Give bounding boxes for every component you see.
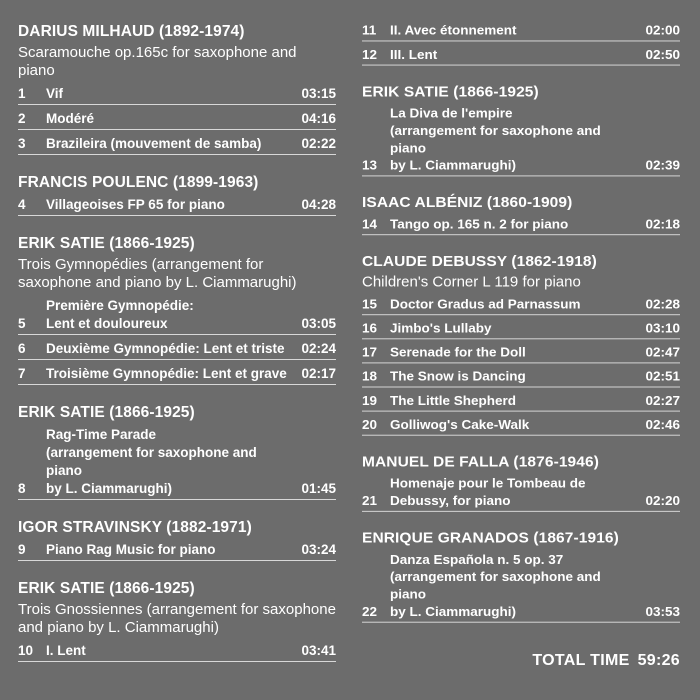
track-number: 5 <box>18 316 26 331</box>
track-duration: 04:28 <box>301 197 336 212</box>
track-row <box>18 109 336 130</box>
track-number: 12 <box>362 47 378 62</box>
track-number: 22 <box>362 604 378 619</box>
track-title: Jimbo's Lullaby <box>390 320 492 336</box>
track-duration: 03:53 <box>645 604 680 619</box>
track-number: 2 <box>18 111 26 126</box>
track-number: 16 <box>362 320 378 336</box>
track-row <box>18 195 336 216</box>
track-number: 18 <box>362 369 378 384</box>
composer-section <box>18 403 336 500</box>
total-time-value: 59:26 <box>637 652 680 669</box>
work-title: Trois Gnossiennes (arrangement for saxophone and piano by L. Ciammarughi) <box>18 601 336 636</box>
track-number: 14 <box>362 216 378 232</box>
track-title: Première Gymnopédie: Lent et douloureux <box>46 298 194 331</box>
composer-name: CLAUDE DEBUSSY (1862-1918) <box>362 253 597 270</box>
track-number: 3 <box>18 136 26 151</box>
track-title: La Diva de l'empire (arrangement for saxophone and piano by L. Ciammarughi) <box>390 106 601 173</box>
track-row <box>362 21 680 41</box>
track-row <box>362 215 680 235</box>
track-title: Serenade for the Doll <box>390 345 526 360</box>
track-duration: 02:17 <box>301 366 336 381</box>
composer-section <box>362 21 680 65</box>
track-duration: 02:22 <box>301 136 336 151</box>
track-duration: 02:50 <box>645 47 680 62</box>
track-row <box>362 415 680 435</box>
track-number: 7 <box>18 366 26 381</box>
composer-section <box>18 22 336 155</box>
track-row <box>18 339 336 360</box>
track-title: III. Lent <box>390 47 438 62</box>
track-title: I. Lent <box>46 643 86 658</box>
track-duration: 02:51 <box>645 369 680 384</box>
track-title: Troisième Gymnopédie: Lent et grave <box>46 366 287 381</box>
track-row <box>362 104 680 176</box>
track-number: 13 <box>362 158 378 173</box>
composer-name: ERIK SATIE (1866-1925) <box>18 235 195 252</box>
track-duration: 03:41 <box>301 643 336 658</box>
track-duration: 03:10 <box>645 320 680 336</box>
track-number: 17 <box>362 345 378 360</box>
track-number: 8 <box>18 481 26 496</box>
track-number: 9 <box>18 542 26 557</box>
work-title: Children's Corner L 119 for piano <box>362 273 581 291</box>
composer-name: ISAAC ALBÉNIZ (1860-1909) <box>362 194 573 212</box>
track-number: 21 <box>362 493 378 508</box>
track-number: 4 <box>18 197 26 212</box>
composer-section <box>18 518 336 561</box>
total-time-label: TOTAL TIME <box>532 652 630 669</box>
track-row <box>362 367 680 387</box>
track-title: Rag-Time Parade (arrangement for saxophone and piano by L. Ciammarughi) <box>46 427 257 496</box>
total-time <box>532 652 680 670</box>
track-title: Danza Española n. 5 op. 37 (arrangement for saxophone and piano by L. Ciammarughi) <box>390 552 601 619</box>
composer-section <box>362 194 680 235</box>
composer-name: IGOR STRAVINSKY (1882-1971) <box>18 519 252 536</box>
track-duration: 02:20 <box>645 493 680 508</box>
track-row <box>18 364 336 385</box>
composer-name: DARIUS MILHAUD (1892-1974) <box>18 23 245 40</box>
track-row <box>18 134 336 155</box>
track-duration: 03:24 <box>301 542 336 557</box>
composer-section <box>362 529 680 622</box>
track-number: 10 <box>18 643 34 658</box>
track-title: Homenaje pour le Tombeau de Debussy, for piano <box>390 476 586 508</box>
composer-name: ERIK SATIE (1866-1925) <box>18 580 195 597</box>
composer-section <box>362 453 680 512</box>
track-title: Villageoises FP 65 for piano <box>46 197 225 212</box>
track-row <box>362 550 680 622</box>
track-duration: 02:18 <box>645 216 680 232</box>
track-number: 15 <box>362 296 378 312</box>
track-row <box>362 319 680 339</box>
track-row <box>362 45 680 65</box>
right-column <box>362 0 680 640</box>
track-row <box>362 343 680 363</box>
track-row <box>18 641 336 662</box>
work-title: Trois Gymnopédies (arrangement for saxophone and piano by L. Ciammarughi) <box>18 256 297 291</box>
composer-name: FRANCIS POULENC (1899-1963) <box>18 174 259 191</box>
track-duration: 02:28 <box>645 296 680 312</box>
track-number: 11 <box>362 23 377 38</box>
track-row <box>362 474 680 512</box>
track-title: Tango op. 165 n. 2 for piano <box>390 216 569 232</box>
track-row <box>18 296 336 335</box>
track-title: II. Avec étonnement <box>390 23 517 38</box>
track-title: Deuxième Gymnopédie: Lent et triste <box>46 341 285 356</box>
track-duration: 03:05 <box>301 316 336 331</box>
composer-section <box>18 579 336 662</box>
composer-section <box>362 83 680 176</box>
track-duration: 01:45 <box>301 481 336 496</box>
left-column <box>18 0 336 680</box>
track-duration: 03:15 <box>301 86 336 101</box>
track-title: The Little Shepherd <box>390 393 517 408</box>
track-duration: 02:46 <box>645 417 680 432</box>
track-title: The Snow is Dancing <box>390 369 526 384</box>
track-row <box>362 391 680 411</box>
track-number: 20 <box>362 417 378 432</box>
track-title: Modéré <box>46 111 95 126</box>
track-title: Vif <box>46 86 64 101</box>
track-duration: 02:47 <box>645 345 680 360</box>
track-duration: 04:16 <box>301 111 336 126</box>
track-title: Golliwog's Cake-Walk <box>390 417 530 432</box>
composer-section <box>18 173 336 216</box>
composer-section <box>18 234 336 385</box>
track-row <box>18 540 336 561</box>
track-number: 6 <box>18 341 26 356</box>
composer-name: ERIK SATIE (1866-1925) <box>362 83 539 101</box>
track-number: 19 <box>362 393 378 408</box>
work-title: Scaramouche op.165c for saxophone and piano <box>18 44 297 79</box>
track-title: Doctor Gradus ad Parnassum <box>390 296 581 312</box>
track-row <box>362 295 680 315</box>
composer-name: ERIK SATIE (1866-1925) <box>18 404 195 421</box>
track-number: 1 <box>18 86 26 101</box>
track-duration: 02:27 <box>645 393 680 408</box>
track-duration: 02:24 <box>301 341 336 356</box>
track-duration: 02:00 <box>645 23 680 38</box>
track-duration: 02:39 <box>645 158 680 173</box>
composer-name: ENRIQUE GRANADOS (1867-1916) <box>362 530 619 547</box>
track-row <box>18 84 336 105</box>
track-title: Brazileira (mouvement de samba) <box>46 136 262 151</box>
composer-name: MANUEL DE FALLA (1876-1946) <box>362 453 599 471</box>
track-row <box>18 425 336 500</box>
track-title: Piano Rag Music for piano <box>46 542 216 557</box>
composer-section <box>362 253 680 436</box>
